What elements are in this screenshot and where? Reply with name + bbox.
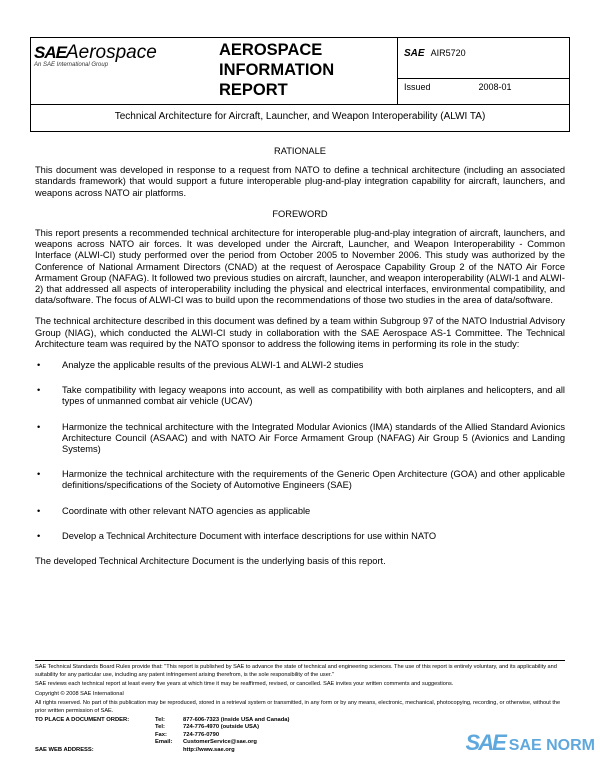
watermark-logo: SAE <box>465 730 505 755</box>
rationale-heading: RATIONALE <box>273 146 326 156</box>
copyright: Copyright © 2008 SAE International <box>35 690 124 697</box>
foreword-paragraph: This report presents a recommended technical architecture for interoperable plug-and-play integration of aircraft, launchers, and weapons across NATO air forces. It was developed under the Aircraft, Launcher, and Weapon Interoperability - Common Interface (ALWI-CI) study performed over the period from October 2005 to November 2006. This study was authorized by the Conference of National Armament Directors (CNAD) at the request of Aerospace Capability Group 2 of the NATO Air Force Armament Group (NAFAG). It followed two previous studies on aircraft, launcher, and weapon interoperability (ALWI-1 and ALWI-2) that addressed all aspects of interoperability including the physical and electrical interfaces, environmental compatibility, and data/software. The focus of ALWI-CI was to build upon the recommendations of those two studies in the area of data/software. <box>35 228 565 306</box>
report-type <box>219 40 334 100</box>
list-item: • Analyze the applicable results of the previous ALWI-1 and ALWI-2 studies <box>35 360 565 371</box>
order-label: TO PLACE A DOCUMENT ORDER: <box>35 717 130 723</box>
issued-label: Issued <box>404 82 431 92</box>
closing-paragraph: The developed Technical Architecture Document is the underlying basis of this report. <box>35 556 386 567</box>
footer-review: SAE reviews each technical report at least every five years at which time it may be reaffirmed, revised, or cancelled. SAE invites your written comments and suggestions. <box>35 681 454 687</box>
header-box <box>30 37 570 132</box>
sae-norm-watermark <box>466 730 595 756</box>
web-label: SAE WEB ADDRESS: <box>35 746 94 753</box>
email-link[interactable]: CustomerService@sae.org <box>183 739 257 746</box>
rationale-paragraph: This document was developed in response to a request from NATO to define a technical architecture (including an associated standards framework) that would support a future interoperable plug-and-play integration capability for aircraft, launchers, and weapons across NATO air platforms. <box>35 165 565 198</box>
title-line: AEROSPACE <box>219 41 323 59</box>
tel-label: Tel: <box>155 717 165 723</box>
email-label: Email: <box>155 739 173 746</box>
tel-label: Tel: <box>155 724 165 731</box>
logo-sae: SAE <box>34 43 66 62</box>
requirements-list <box>35 360 565 542</box>
rights-notice: All rights reserved. No part of this publication may be reproduced, stored in a retrieval system or transmitted, in any form or by any means, electronic, mechanical, photocopying, recording, or otherwise, without the prior written permission of SAE. <box>35 700 561 714</box>
list-item: • Take compatibility with legacy weapons into account, as well as compatibility with both airplanes and helicopters, and all types of unmanned combat air vehicle (UCAV) <box>35 385 565 407</box>
foreword-heading: FOREWORD <box>272 208 328 219</box>
logo-aerospace: Aerospace <box>65 42 157 63</box>
fax-label: Fax: <box>155 731 167 738</box>
sae-aerospace-logo <box>34 42 157 68</box>
list-item: • Develop a Technical Architecture Document with interface descriptions for use within NATO <box>35 531 565 542</box>
logo-subtitle: An SAE International Group <box>34 62 109 68</box>
tel-value: 724-776-4970 (outside USA) <box>183 724 260 731</box>
watermark-text: SAE NORM <box>508 737 595 754</box>
footer-rules: SAE Technical Standards Board Rules provide that: "This report is published by SAE to advance the state of technical and engineering sciences. The use of this report is entirely voluntary, and its applicability and suitability for any particular use, including any patent infringement arising therefrom, is the sole responsibility of the user." <box>35 664 557 678</box>
title-line: REPORT <box>219 81 288 99</box>
issued-date: 2008-01 <box>478 82 512 92</box>
document-title: Technical Architecture for Aircraft, Launcher, and Weapon Interoperability (ALWI TA) <box>114 111 486 122</box>
web-link[interactable]: http://www.sae.org <box>183 746 235 753</box>
list-item: • Harmonize the technical architecture with the Integrated Modular Avionics (IMA) standards of the Allied Standard Avionics Architecture Council (ASAAC) and with NATO Air Force Armament Group (NAFAG) Air Group 5 (Avionics and Landing Systems) <box>35 422 565 456</box>
list-item: • Harmonize the technical architecture with the requirements of the Generic Open Architecture (GOA) and other applicable definitions/specifications of the Society of Automotive Engineers (SAE) <box>35 469 565 491</box>
title-line: INFORMATION <box>219 61 335 79</box>
foreword-paragraph: The technical architecture described in this document was defined by a team within Subgroup 97 of the NATO Industrial Advisory Group (NIAG), which conducted the ALWI-CI study in collaboration with the SAE Aerospace AS-1 Committee. The Technical Architecture team was required by the NATO sponsor to address the following items in performing its role in the study: <box>35 316 565 349</box>
sae-small-logo: SAE <box>404 48 425 59</box>
fax-value: 724-776-0790 <box>183 731 220 738</box>
document-number: AIR5720 <box>430 48 466 58</box>
document-body <box>35 146 565 577</box>
list-item: • Coordinate with other relevant NATO agencies as applicable <box>35 506 565 517</box>
tel-value: 877-606-7323 (inside USA and Canada) <box>183 717 290 723</box>
